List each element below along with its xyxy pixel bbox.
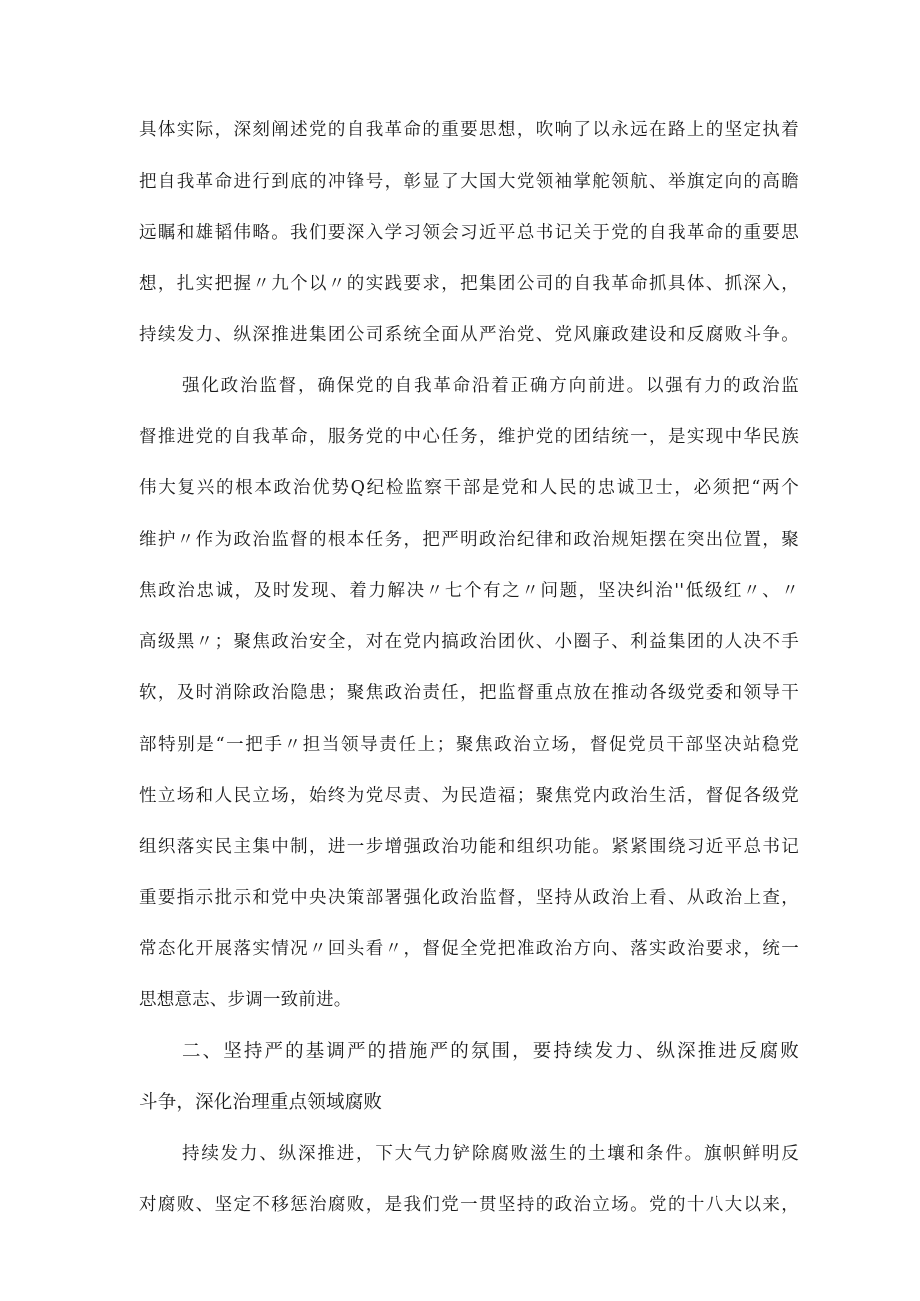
paragraph-1-line-4: 想，扎实把握〃九个以〃的实践要求，把集团公司的自我革命抓具体、抓深入，: [139, 274, 799, 294]
section-heading-2-line-2: 斗争，深化治理重点领域腐败: [139, 1092, 383, 1113]
paragraph-2-line-12: 常态化开展落实情况〃回头看〃，督促全党把准政治方向、落实政治要求，统一: [139, 939, 799, 959]
paragraph-2-line-6: 高级黑〃；聚焦政治安全，对在党内搞政治团伙、小圈子、利益集团的人决不手: [139, 632, 799, 652]
paragraph-2-line-2: 督推进党的自我革命，服务党的中心任务，维护党的团结统一，是实现中华民族: [139, 427, 799, 447]
paragraph-2-line-11: 重要指示批示和党中央决策部署强化政治监督，坚持从政治上看、从政治上查，: [139, 888, 799, 908]
paragraph-2-line-1: 强化政治监督，确保党的自我革命沿着正确方向前进。以强有力的政治监: [182, 376, 799, 396]
paragraph-2-line-4: 维护〃作为政治监督的根本任务，把严明政治纪律和政治规矩摆在突出位置，聚: [139, 530, 799, 550]
paragraph-2-line-8: 部特别是“一把手〃担当领导责任上；聚焦政治立场，督促党员干部坚决站稳党: [139, 735, 799, 755]
paragraph-1-line-3: 远瞩和雄韬伟略。我们要深入学习领会习近平总书记关于党的自我革命的重要思: [139, 223, 799, 243]
paragraph-2-line-5: 焦政治忠诚，及时发现、着力解决〃七个有之〃问题，坚决纠治''低级红〃、〃: [139, 581, 799, 601]
paragraph-2-line-3: 伟大复兴的根本政治优势Q纪检监察干部是党和人民的忠诚卫士，必须把“两个: [139, 478, 799, 498]
paragraph-1-line-5: 持续发力、纵深推进集团公司系统全面从严治党、党风廉政建设和反腐败斗争。: [139, 325, 799, 345]
paragraph-1-line-1: 具体实际，深刻阐述党的自我革命的重要思想，吹响了以永远在路上的坚定执着: [139, 120, 799, 140]
paragraph-2-line-10: 组织落实民主集中制，进一步增强政治功能和组织功能。紧紧围绕习近平总书记: [139, 837, 799, 857]
paragraph-3-line-2: 对腐败、坚定不移惩治腐败，是我们党一贯坚持的政治立场。党的十八大以来，: [139, 1195, 799, 1215]
paragraph-2-line-7: 软，及时消除政治隐患；聚焦政治责任，把监督重点放在推动各级党委和领导干: [139, 683, 799, 703]
paragraph-2-line-9: 性立场和人民立场，始终为党尽责、为民造福；聚焦党内政治生活，督促各级党: [139, 786, 799, 806]
paragraph-1-line-2: 把自我革命进行到底的冲锋号，彰显了大国大党领袖掌舵领航、举旗定向的高瞻: [139, 172, 799, 192]
section-heading-2-line-1: 二、坚持严的基调严的措施严的氛围，要持续发力、纵深推进反腐败: [182, 1041, 799, 1062]
paragraph-3-line-1: 持续发力、纵深推进，下大气力铲除腐败滋生的土壤和条件。旗帜鲜明反: [182, 1144, 799, 1164]
paragraph-2-line-13: 思想意志、步调一致前进。: [139, 990, 352, 1010]
